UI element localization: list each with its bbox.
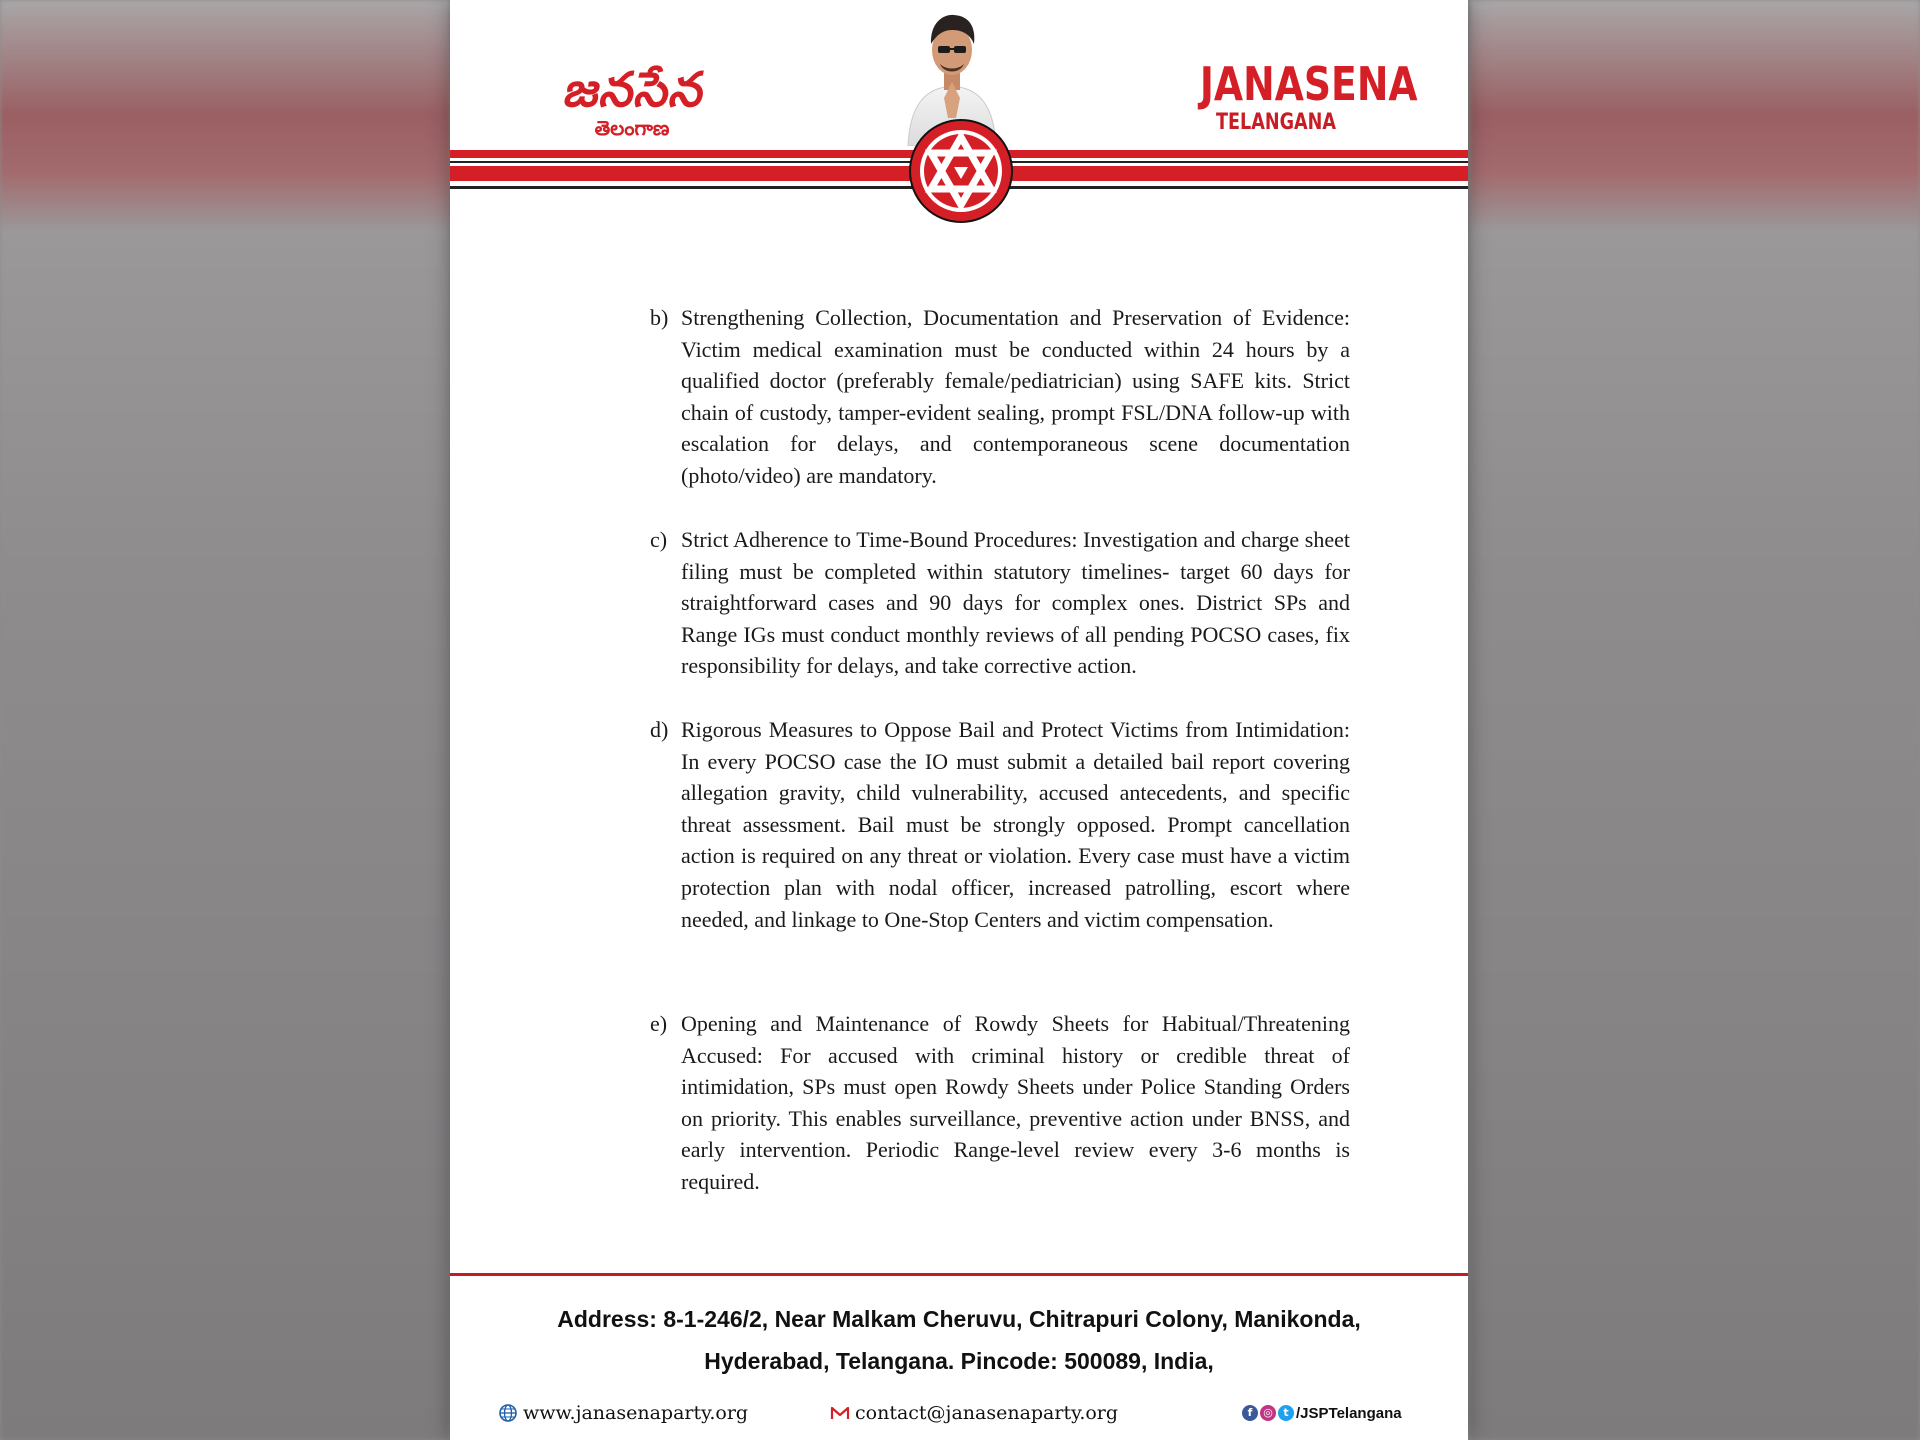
list-item-text: Opening and Maintenance of Rowdy Sheets for Habitual/Threatening Accused: For accused with criminal history or credible threat of intimidation, SPs must open Rowdy Sheets under Police Standing Orders on priority. This enables surveillance, preventive action under BNSS, and early intervention. Periodic Range-level review every 3-6 months is required. [681,1011,1350,1194]
logo-telugu-sub: తెలంగాణ [594,116,670,140]
logo-english-sub: TELANGANA [1215,110,1336,135]
address-line-1: Address: 8-1-246/2, Near Malkam Cheruvu, Chitrapuri Colony, Manikonda, [557,1306,1361,1332]
email-link[interactable] [830,1398,1118,1428]
logo-english [1176,57,1418,136]
social-handle-text: /JSPTelangana [1296,1404,1402,1422]
list-item [650,524,1350,682]
blurred-background-left [0,0,450,1440]
list-item-label: c) [650,527,668,552]
logo-telugu-main: జనసేన [561,62,703,118]
list-item [650,302,1350,492]
footer-rule [450,1273,1468,1276]
blurred-background-right [1470,0,1920,1440]
list-item-label: e) [650,1011,668,1036]
list-item-label: d) [650,717,669,742]
list-item-text: Rigorous Measures to Oppose Bail and Protect Victims from Intimidation: In every POCSO case the IO must submit a detailed bail report covering allegation gravity, child vulnerability, accused antecedents, and specific threat assessment. Bail must be strongly opposed. Prompt cancellation action is required on any threat or violation. Every case must have a victim protection plan with nodal officer, increased patrolling, escort where needed, and linkage to One-Stop Centers and victim compensation. [681,717,1350,932]
email-text: contact@janasenaparty.org [855,1402,1119,1424]
logo-english-main: JANASENA [1199,57,1418,111]
globe-icon [498,1403,518,1423]
list-item [650,714,1350,935]
list-item-text: Strengthening Collection, Documentation and Preservation of Evidence: Victim medical examination must be conducted within 24 hours by a qualified doctor (preferably female/pediatrician) using SAFE kits. Strict chain of custody, tamper-evident sealing, prompt FSL/DNA follow-up with escalation for delays, and contemporaneous scene documentation (photo/video) are mandatory. [681,305,1350,488]
website-text: www.janasenaparty.org [523,1402,749,1424]
facebook-icon: f [1242,1405,1258,1421]
list-item-label: b) [650,305,669,330]
logo-telugu [532,62,732,140]
address-line-2: Hyderabad, Telangana. Pincode: 500089, India, [704,1348,1214,1374]
instagram-icon: ◎ [1260,1405,1276,1421]
list-item [650,1008,1350,1198]
social-handle-link[interactable] [1242,1398,1402,1428]
footer-address [450,1298,1468,1382]
twitter-icon: t [1278,1405,1294,1421]
website-link[interactable] [498,1398,748,1428]
letter-page [450,0,1468,1440]
list-item-text: Strict Adherence to Time-Bound Procedures: Investigation and charge sheet filing must be completed within statutory timelines- target 60 days for straightforward cases and 90 days for complex ones. District SPs and Range IGs must conduct monthly reviews of all pending POCSO cases, fix responsibility for delays, and take corrective action. [681,527,1350,679]
party-emblem-icon [908,117,1014,225]
mail-icon [830,1405,850,1421]
